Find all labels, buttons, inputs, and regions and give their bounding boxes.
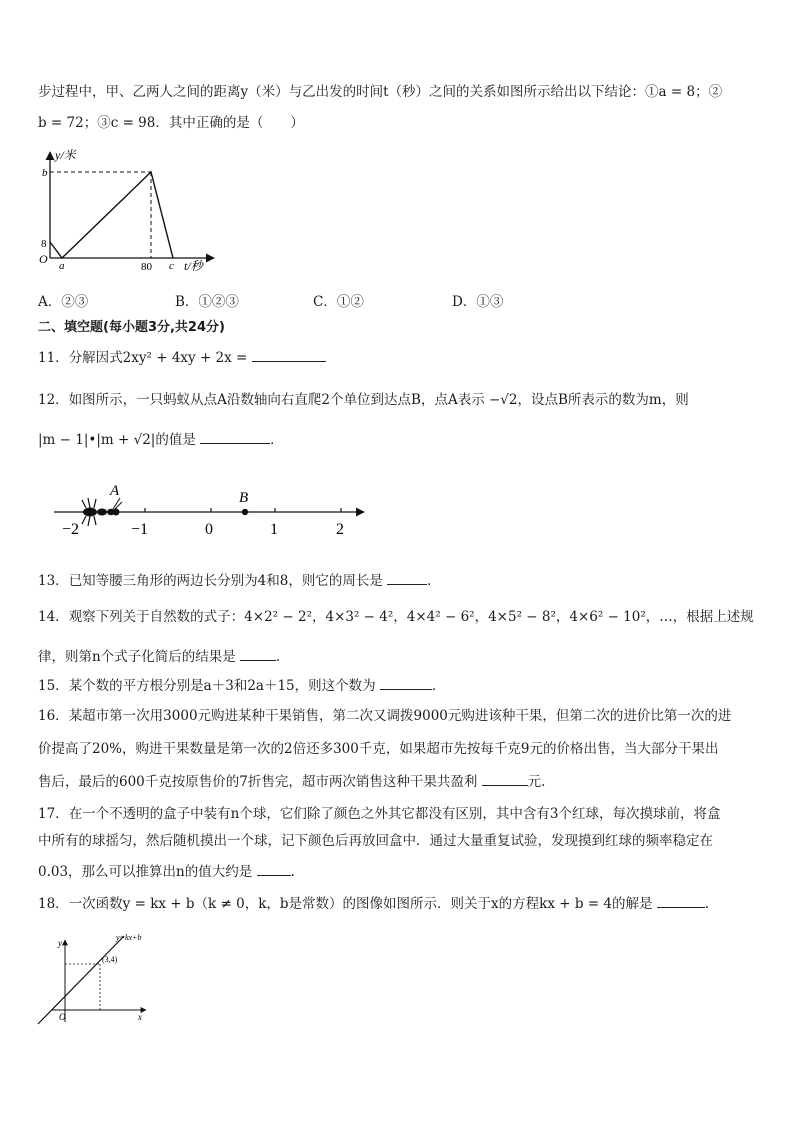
- q17-number: 17．: [38, 806, 69, 822]
- question-16-line1: [38, 706, 731, 726]
- q13-end: ．: [427, 573, 441, 589]
- q15-answer-blank[interactable]: [380, 675, 432, 690]
- q10-distance-time-graph: [34, 146, 224, 276]
- line-label: y=kx+b: [116, 933, 142, 942]
- q16-text-line3: 售后，最后的600千克按原售价的7折售完，超市两次销售这种干果共盈利: [38, 774, 478, 790]
- question-15: [38, 675, 445, 696]
- q14-text-line1: 观察下列关于自然数的式子：4×2² − 2²，4×3² − 4²，4×4² − 6²，4×5² − 8²，4×6² − 10²，…，根据上述规: [68, 609, 754, 625]
- point-b: [242, 509, 248, 515]
- q11-text: 分解因式2xy² + 4xy + 2x =: [68, 350, 248, 366]
- q14-number: 14．: [38, 609, 69, 625]
- q11-answer-blank[interactable]: [252, 347, 326, 362]
- function-line: [38, 936, 124, 1024]
- tick-b: b: [42, 167, 48, 179]
- tick-2: 2: [336, 521, 344, 538]
- option-d[interactable]: D．①③: [452, 294, 504, 310]
- question-14-line1: [38, 607, 754, 627]
- q13-answer-blank[interactable]: [387, 570, 427, 585]
- y-axis-label: y/米: [55, 148, 76, 162]
- origin-label: O: [59, 1012, 66, 1022]
- q14-end: ．: [276, 649, 290, 665]
- tick-c: c: [169, 260, 174, 272]
- label-a: A: [110, 483, 120, 499]
- q12-text-line1: 如图所示，一只蚂蚁从点A沿数轴向右直爬2个单位到达点B，点A表示 −√2，设点B所表示的数为m，则: [68, 392, 689, 408]
- x-axis-label: t/秒: [184, 259, 203, 273]
- tick-8: 8: [41, 238, 47, 250]
- q12-number: 12．: [38, 392, 69, 408]
- question-14-line2: [38, 646, 290, 667]
- option-a[interactable]: A．②③: [38, 294, 89, 310]
- y-axis-label: y: [58, 938, 62, 948]
- option-c[interactable]: C．①②: [313, 294, 364, 310]
- question-16-line3: [38, 771, 545, 792]
- q14-answer-blank[interactable]: [240, 646, 276, 661]
- question-17-line3: [38, 861, 295, 882]
- tick-neg1: −1: [131, 521, 149, 538]
- section-title: 二、填空题(每小题3分,共24分): [38, 320, 225, 335]
- question-16-line2: 价提高了20%，购进干果数量是第一次的2倍还多300千克，如果超市先按每千克9元的价格出售，当大部分干果出: [38, 741, 719, 757]
- q16-end: 元.: [527, 774, 546, 790]
- q18-number: 18．: [38, 896, 69, 912]
- q12-end: ．: [270, 432, 284, 448]
- q18-end: .: [704, 896, 710, 912]
- label-b: B: [239, 490, 249, 506]
- q16-answer-blank[interactable]: [482, 771, 528, 786]
- q10-text-line1: 步过程中，甲、乙两人之间的距离y（米）与乙出发的时间t（秒）之间的关系如图所示给出以下结论：①a = 8；②: [38, 84, 723, 100]
- point-a: [113, 509, 120, 516]
- q18-linear-function-graph: [34, 928, 164, 1028]
- distance-curve: [50, 172, 173, 258]
- q16-number: 16．: [38, 708, 69, 724]
- tick-a: a: [59, 260, 65, 272]
- question-11: [38, 347, 326, 368]
- origin-label: O: [39, 252, 48, 266]
- q17-text-line1: 在一个不透明的盒子中装有n个球，它们除了颜色之外其它都没有区别，其中含有3个红球，每次摸球前，将盒: [68, 806, 721, 822]
- question-17-line1: [38, 804, 720, 824]
- option-b[interactable]: B．①②③: [175, 294, 239, 310]
- q16-text-line1: 某超市第一次用3000元购进某种干果销售，第二次又调拨9000元购进该种干果，但第二次的进价比第一次的进: [68, 708, 732, 724]
- q14-text-line2: 律，则第n个式子化简后的结果是: [38, 649, 236, 665]
- tick-1: 1: [270, 521, 278, 538]
- q18-text: 一次函数y = kx + b（k ≠ 0，k，b是常数）的图像如图所示．则关于x的方程kx + b = 4的解是: [68, 896, 653, 912]
- q15-text: 某个数的平方根分别是a＋3和2a＋15，则这个数为: [68, 678, 376, 694]
- q18-answer-blank[interactable]: [657, 893, 705, 908]
- q15-end: ．: [431, 678, 446, 694]
- tick-0: 0: [205, 521, 213, 538]
- q17-answer-blank[interactable]: [257, 861, 291, 876]
- question-12-line2: [38, 429, 284, 450]
- q15-number: 15．: [38, 678, 69, 694]
- q13-number: 13．: [38, 573, 69, 589]
- q17-end: .: [290, 864, 295, 880]
- question-18: [38, 893, 709, 914]
- question-17-line2: 中所有的球摇匀，然后随机摸出一个球，记下颜色后再放回盒中．通过大量重复试验，发现摸到红球的频率稳定在: [38, 833, 713, 849]
- q12-answer-blank[interactable]: [200, 429, 270, 444]
- q10-text-line2: b = 72；③c = 98．其中正确的是（ ）: [38, 115, 304, 131]
- question-12-line1: [38, 390, 689, 410]
- q17-text-line3: 0.03，那么可以推算出n的值大约是: [38, 864, 253, 880]
- x-axis-label: x: [138, 1012, 142, 1022]
- q12-text-line2: |m − 1|•|m + √2|的值是: [38, 432, 196, 448]
- q12-number-line: [46, 478, 376, 538]
- tick-80: 80: [141, 261, 152, 273]
- q11-number: 11．: [38, 350, 69, 366]
- question-13: [38, 570, 441, 591]
- tick-neg2: −2: [62, 521, 80, 538]
- point-label: (3,4): [102, 955, 118, 964]
- q13-text: 已知等腰三角形的两边长分别为4和8，则它的周长是: [68, 573, 383, 589]
